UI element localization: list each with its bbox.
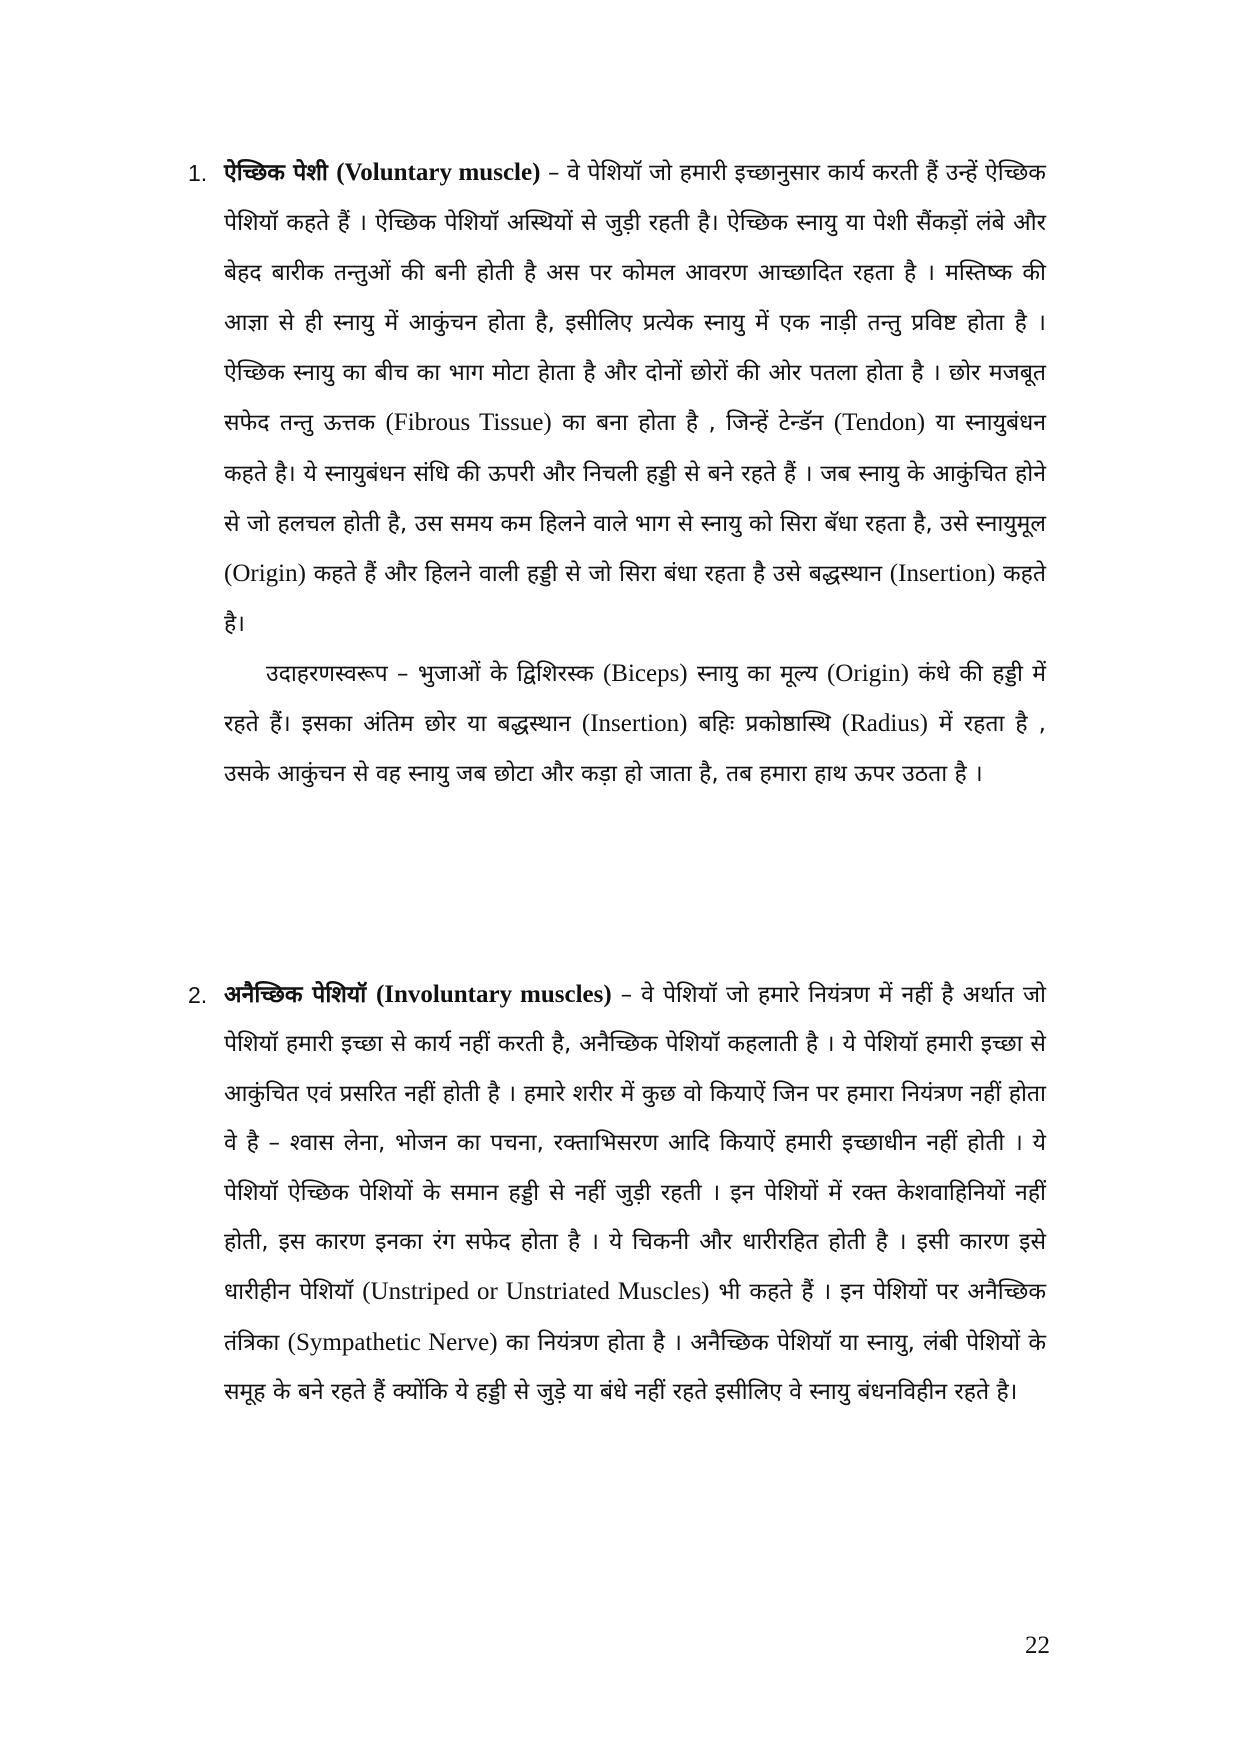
english-term: (Tendon): [833, 409, 926, 437]
text-run: भी कहते हैं । इन पेशियों पर अनैच्छिक तंत्रिका: [224, 1279, 1046, 1356]
text-run: कहते हैं और हिलने वाली हड्डी से जो सिरा बंधा रहता है उसे बद्धस्थान: [305, 560, 890, 587]
list-number: 1.: [188, 160, 208, 186]
english-term: (Insertion): [889, 559, 996, 587]
text-run: – वे पेशियॉ जो हमारी इच्छानुसार कार्य करती हैं उन्हें ऐच्छिक पेशियॉ कहते हैं । ऐच्छिक पेशियॉ अस्थियों से जुड़ी रहती है। ऐच्छिक स्नायु या पेशी सैंकड़ों लंबे और बेहद बारीक तन्तुओं की बनी होती है अस पर कोमल आवरण आच्छादित रहता है । मस्तिष्क की आज्ञा से ही स्नायु में आकुंचन होता है, इसीलिए प्रत्येक स्नायु में एक नाड़ी तन्तु प्रविष्ट होता है । ऐच्छिक स्नायु का बीच का भाग मोटा हेाता है और दोनों छोरों की ओर पतला होता है । छोर मजबूत सफेद तन्तु ऊत्तक: [224, 160, 1046, 437]
heading-hindi: अनैच्छिक पेशियॉ: [224, 982, 367, 1008]
section-voluntary-muscle: [188, 148, 1046, 799]
text-run: कहते है।: [224, 560, 1046, 637]
section-involuntary-muscles: [188, 970, 1046, 1418]
english-term: (Fibrous Tissue): [385, 409, 552, 437]
text-run: स्नायु का मूल्य: [687, 660, 827, 687]
text-run: बहिः प्रकोष्ठास्थि: [687, 711, 842, 738]
section-heading: [224, 160, 540, 186]
english-term: (Biceps): [602, 659, 688, 687]
text-run: में रहता है , उसके आकुंचन से वह स्नायु जब छोटा और कड़ा हो जाता है, तब हमारा हाथ ऊपर उठता है ।: [224, 711, 1046, 788]
text-run: – वे पेशियॉ जो हमारे नियंत्रण में नहीं है अर्थात जो पेशियॉ हमारी इच्छा से कार्य नहीं करती है, अनैच्छिक पेशियॉ कहलाती है । ये पेशियॉ हमारी इच्छा से आकुंचित एवं प्रसरित नहीं होती है । हमारे शरीर में कुछ वो कियाऐं जिन पर हमारा नियंत्रण नहीं होता वे है – श्वास लेना, भोजन का पचना, रक्ताभिसरण आदि कियाऐं हमारी इच्छाधीन नहीं होती । ये पेशियॉ ऐच्छिक पेशियों के समान हड्डी से नहीं जुड़ी रहती । इन पेशियों में रक्त केशवाहिनियों नहीं होती, इस कारण इनका रंग सफेद होता है । ये चिकनी और धारीरहित होती है । इसी कारण इसे धारीहीन पेशियॉ: [224, 982, 1047, 1306]
english-term: (Radius): [841, 710, 928, 738]
section-body: [224, 970, 1046, 1418]
heading-english: (Voluntary muscle): [336, 159, 541, 186]
text-run: या स्नायुबंधन कहते है। ये स्नायुबंधन संधि की ऊपरी और निचली हड्डी से बने रहते हैं । जब स्नायु के आकुंचित होने से जो हलचल होती है, उस समय कम हिलने वाले भाग से स्नायु को सिरा बॅधा रहता है, उसे स्नायुमूल: [224, 410, 1047, 537]
section-heading: [224, 982, 612, 1008]
text-run: कंधे की हड्डी में रहते हैं। इसका अंतिम छोर या बद्धस्थान: [224, 660, 1046, 738]
english-term: (Insertion): [581, 710, 688, 738]
text-run: का बना होता है , जिन्हें टेन्डॅन: [551, 410, 834, 437]
example-paragraph: [224, 649, 1046, 799]
english-term: (Origin): [224, 559, 306, 587]
section-body: [224, 148, 1046, 649]
heading-english: (Involuntary muscles): [375, 981, 612, 1008]
english-term: (Sympathetic Nerve): [287, 1328, 498, 1356]
list-number: 2.: [188, 982, 208, 1008]
page-number: 22: [1025, 1632, 1050, 1659]
english-term: (Unstriped or Unstriated Muscles): [362, 1278, 710, 1306]
heading-hindi: ऐच्छिक पेशी: [224, 160, 328, 186]
text-run: का नियंत्रण होता है । अनैच्छिक पेशियॉ या स्नायु, लंबी पेशियों के समूह के बने रहते हैं क्योंकि ये हड्डी से जुड़े या बंधे नहीं रहते इसीलिए वे स्नायु बंधनविहीन रहते है।: [224, 1329, 1046, 1406]
text-run: उदाहरणस्वरूप – भुजाओं के द्विशिरस्क: [266, 660, 603, 687]
english-term: (Origin): [826, 659, 909, 687]
